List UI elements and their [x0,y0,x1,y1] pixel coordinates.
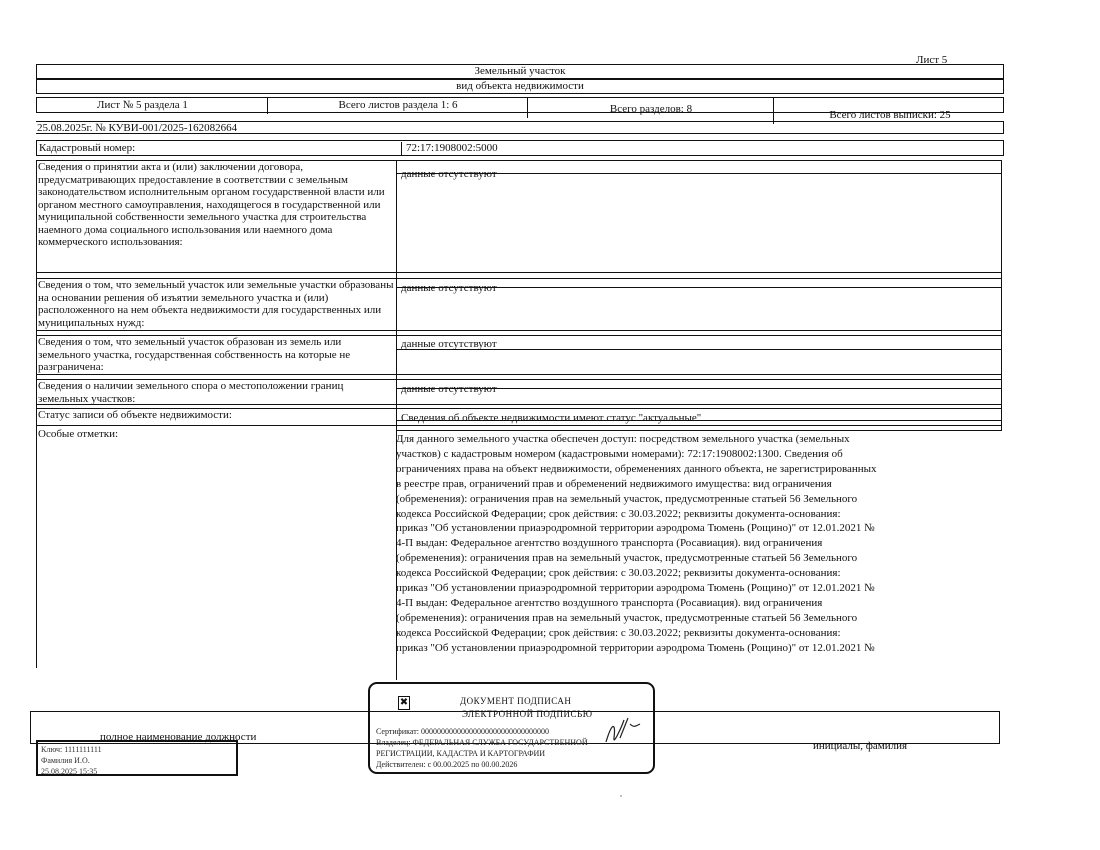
cadastral-label: Кадастровый номер: [39,142,136,154]
section-label: Сведения о том, что земельный участок образован из земель или земельного участка, государственная собственность на которые не разграничена: [38,336,351,373]
divider [396,388,1002,389]
section-land-dispute [36,379,1002,404]
section-value: Сведения об объекте недвижимости имеют статус "актуальные" [401,412,702,424]
notes-line: (обременения): ограничения прав на земельный участок, предусмотренные статьей 56 Земельного [396,552,858,565]
meta-row [36,97,1004,121]
cert-line: Сертификат: 00000000000000000000000000000000 [376,727,549,736]
sheet-number: Лист 5 [916,54,948,66]
notes-line: Для данного земельного участка обеспечен доступ: посредством земельного участка (земельных [396,433,850,445]
e-signature-stamp [368,682,655,774]
divider [36,272,1002,273]
section-value: данные отсутствуют [401,168,497,180]
object-type: Земельный участок [36,64,1004,79]
notes-line: 4-П выдан: Федеральное агентство воздушного транспорта (Росавиация). вид ограничения [396,596,823,609]
stamp-title: ДОКУМЕНТ ПОДПИСАН [460,696,572,706]
divider [36,330,1002,331]
registration-number: 25.08.2025г. № КУВИ-001/2025-162082664 [36,121,1004,134]
total-sections: Всего разделов: 8 [527,98,774,118]
notes-label: Особые отметки: [38,428,119,440]
section-label: Статус записи об объекте недвижимости: [38,409,232,421]
divider [36,425,1002,426]
section-label: Сведения о том, что земельный участок или земельные участки образованы на основании решения об изъятии земельного участка и (или) расположенного на нем объекта недвижимости для государственных или муниципальных нужд: [38,279,394,329]
cert-line: РЕГИСТРАЦИИ, КАДАСТРА И КАРТОГРАФИИ [376,749,546,758]
divider [36,278,1002,279]
initials-label: инициалы, фамилия [812,740,908,752]
section-label: Сведения о принятии акта и (или) заключении договора, предусматривающих предоставление в соответствии с земельным законодательством исполнительным органом государственной власти или органом местного самоуправления, находящегося в государственной или муниципальной собственности земельного участка для строительства наемного дома социального использования или наемного дома коммерческого использования: [38,161,385,248]
signer-line: Ключ: 1111111111 [41,745,102,754]
section-value: данные отсутствуют [401,338,497,350]
divider [396,420,1002,421]
section-label: Сведения о наличии земельного спора о местоположении границ земельных участков: [38,380,344,405]
table-border-left [36,160,37,668]
notes-line: в реестре прав, ограничений прав и обременений недвижимого имущества: вид ограничения [396,477,832,490]
cert-line: Действителен: с 00.00.2025 по 00.00.2026 [376,760,518,769]
section-record-status [36,408,1002,425]
notes-line: (обременения): ограничения прав на земельный участок, предусмотренные статьей 56 Земельного [396,492,858,505]
notes-line: приказ "Об установлении приаэродромной территории аэродрома Тюмень (Рощино)" от 12.01.2021 № [396,582,875,595]
notes-line: участков) с кадастровым номером (кадастровыми номерами): 72:17:1908002:1300. Сведения об [396,447,843,460]
footer-border-right [999,711,1000,743]
stamp-seal-icon: ✖ [399,697,409,708]
signature-mark [602,712,642,752]
footer-border-left [30,711,31,743]
section-value: данные отсутствуют [401,282,497,294]
divider [396,287,1002,288]
section-state-property [36,335,1002,374]
divider [36,379,1002,380]
divider [36,335,1002,336]
position-label: полное наименование должности [100,731,257,743]
section-act-contract [36,160,1002,272]
divider [36,374,1002,375]
signer-line: 25.08.2025 15:35 [41,767,98,776]
divider [396,430,1002,431]
section-withdrawal [36,278,1002,330]
notes-text [396,432,966,656]
cadastral-row [36,140,1004,156]
section-value: данные отсутствуют [401,383,497,395]
notes-line: 4-П выдан: Федеральное агентство воздушного транспорта (Росавиация). вид ограничения [396,537,823,550]
cadastral-value: 72:17:1908002:5000 [401,142,1006,156]
notes-line: кодекса Российской Федерации; срок действия: с 30.03.2022; реквизиты документа-основания: [396,567,841,580]
notes-line: кодекса Российской Федерации; срок действия: с 30.03.2022; реквизиты документа-основания: [396,626,841,639]
sheet-of-section: Лист № 5 раздела 1 [97,99,188,111]
total-sheets-section: Всего листов раздела 1: 6 [267,98,528,114]
object-kind-label: вид объекта недвижимости [36,79,1004,94]
notes-line: приказ "Об установлении приаэродромной территории аэродрома Тюмень (Рощино)" от 12.01.2021 № [396,641,875,654]
signer-box [36,740,238,776]
divider [36,404,1002,405]
divider [36,160,1002,161]
notes-line: приказ "Об установлении приаэродромной территории аэродрома Тюмень (Рощино)" от 12.01.2021 № [396,522,875,535]
notes-line: (обременения): ограничения прав на земельный участок, предусмотренные статьей 56 Земельного [396,611,858,624]
cert-line: Владелец: ФЕДЕРАЛЬНАЯ СЛУЖБА ГОСУДАРСТВЕННОЙ [376,738,588,747]
table-border-right [1001,160,1002,430]
total-sheets-extract: Всего листов выписки: 25 [773,98,1006,124]
divider [396,349,1002,350]
stamp-certificate [376,726,608,770]
stamp-subtitle: ЭЛЕКТРОННОЙ ПОДПИСЬЮ [462,709,593,719]
divider [36,408,1002,409]
notes-line: ограничениях права на объект недвижимости, обременениях данного объекта, не зарегистрированных [396,462,877,475]
notes-line: кодекса Российской Федерации; срок действия: с 30.03.2022; реквизиты документа-основания: [396,507,841,520]
signer-line: Фамилия И.О. [41,756,90,765]
divider [396,173,1002,174]
scan-dot: , [620,789,622,798]
